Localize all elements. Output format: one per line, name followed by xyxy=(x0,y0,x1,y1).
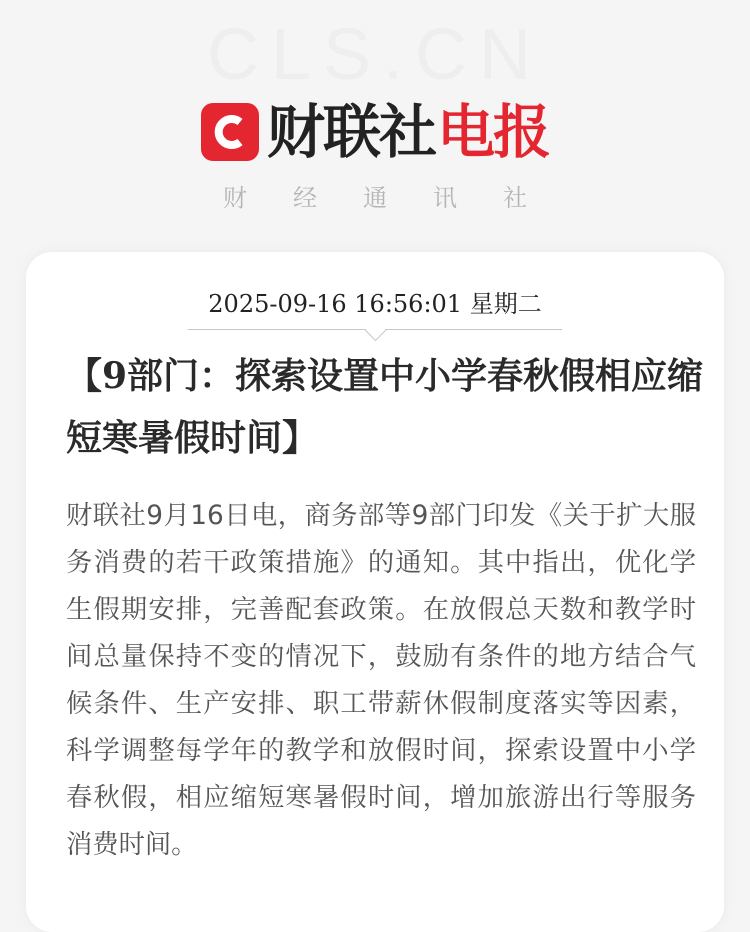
brand-tagline: 财经通讯社 xyxy=(223,184,573,212)
brand-header xyxy=(0,100,750,164)
brand-name xyxy=(267,100,549,164)
watermark-text: CLS.CN xyxy=(206,15,544,95)
brand-name-black: 财联社 xyxy=(266,98,435,166)
cls-logo-icon xyxy=(201,103,259,161)
publish-datetime xyxy=(188,284,562,330)
article-body: 财联社9月16日电，商务部等9部门印发《关于扩大服务消费的若干政策措施》的通知。其中指出，优化学生假期安排，完善配套政策。在放假总天数和教学时间总量保持不变的情况下，鼓励有条件的地方结合气候条件、生产安排、职工带薪休假制度落实等因素，科学调整每学年的教学和放假时间，探索设置中小学春秋假，相应缩短寒暑假时间，增加旅游出行等服务消费时间。 xyxy=(66,501,696,860)
headline: 【9部门：探索设置中小学春秋假相应缩短寒暑假时间】 xyxy=(66,355,704,459)
datetime-text: 2025-09-16 16:56:01 星期二 xyxy=(208,290,542,318)
brand-name-red: 电报 xyxy=(437,98,550,166)
